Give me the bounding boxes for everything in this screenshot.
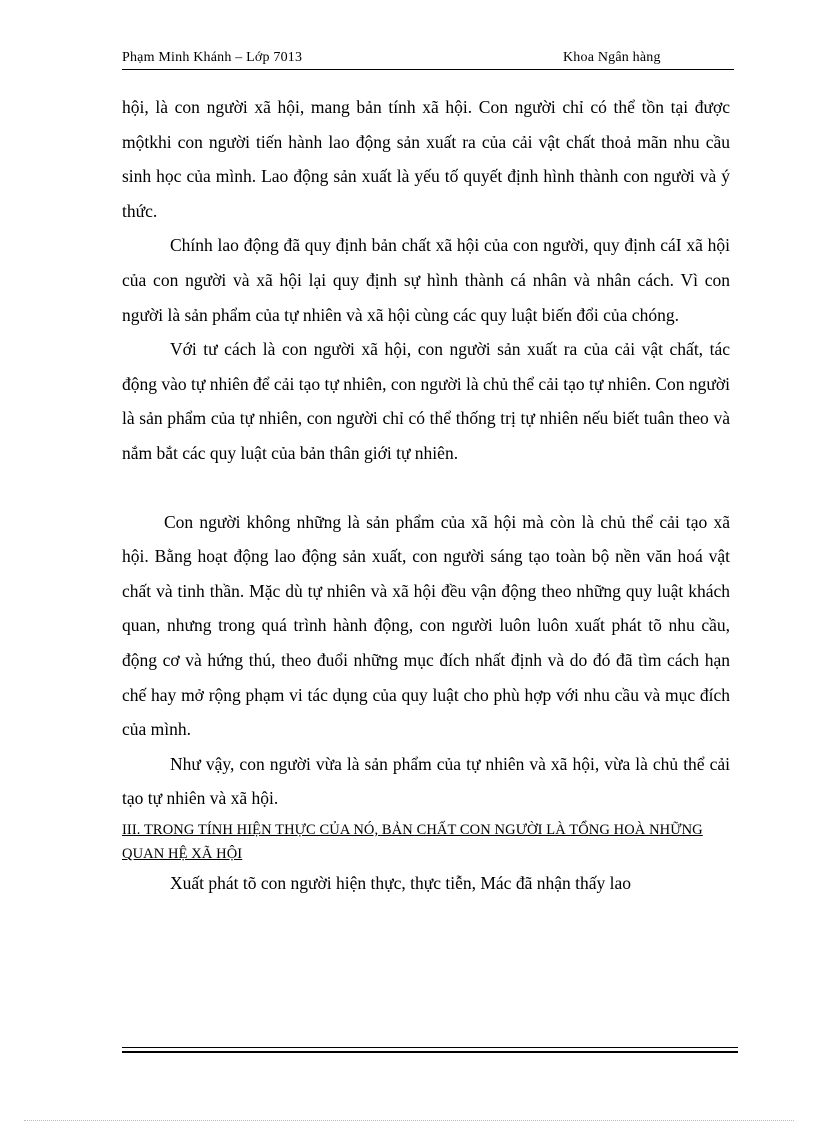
paragraph-4: Con người không những là sản phẩm của xã hội mà còn là chủ thể cải tạo xã hội. Bằng hoạt động lao động sản xuất, con người sáng tạo toàn bộ nền văn hoá vật chất và tinh thần. Mặc dù tự nhiên và xã hội đều vận động theo những quy luật khách quan, nhưng trong quá trình hành động, con người luôn luôn xuất phát tõ nhu cầu, động cơ và hứng thú, theo đuổi những mục đích nhất định và do đó đã tìm cách hạn chế hay mở rộng phạm vi tác dụng của quy luật cho phù hợp với nhu cầu và mục đích của mình. <box>122 511 730 740</box>
paragraph-6: Xuất phát tõ con người hiện thực, thực tiễn, Mác đã nhận thấy lao <box>170 872 631 893</box>
paragraph-3: Với tư cách là con người xã hội, con người sản xuất ra của cải vật chất, tác động vào tự nhiên để cải tạo tự nhiên, con người là chủ thể cải tạo tự nhiên. Con người là sản phẩm của tự nhiên, con người chỉ có thể thống trị tự nhiên nếu biết tuân theo và nắm bắt các quy luật của bản thân giới tự nhiên. <box>122 339 730 463</box>
paragraph-1: hội, là con người xã hội, mang bản tính xã hội. Con người chỉ có thể tồn tại được mộtkhi con người tiến hành lao động sản xuất ra của cải vật chất thoả mãn nhu cầu sinh học của mình. Lao động sản xuất là yếu tố quyết định hình thành con người và ý thức. <box>122 97 730 221</box>
section-heading: III. TRONG TÍNH HIỆN THỰC CỦA NÓ, BẢN CHẤT CON NGƯỜI LÀ TỔNG HOÀ NHỮNG QUAN HỆ XÃ HỘI <box>122 821 703 862</box>
header-department: Khoa Ngân hàng <box>563 50 661 65</box>
blank-line <box>122 471 730 505</box>
paragraph-5: Như vậy, con người vừa là sản phẩm của tự nhiên và xã hội, vừa là chủ thể cải tạo tự nhiên và xã hội. <box>122 753 730 809</box>
page-edge-dots <box>24 1120 794 1121</box>
paragraph-2: Chính lao động đã quy định bản chất xã hội của con người, quy định cáI xã hội của con người và xã hội lại quy định sự hình thành cá nhân và nhân cách. Vì con người là sản phẩm của tự nhiên và xã hội cùng các quy luật biến đổi của chóng. <box>122 235 730 325</box>
document-body <box>122 90 730 900</box>
footer-rule-thick <box>122 1051 738 1053</box>
header-author: Phạm Minh Khánh – Lớp 7013 <box>122 50 303 65</box>
header-rule <box>122 69 734 70</box>
footer-rule-thin <box>122 1047 738 1048</box>
